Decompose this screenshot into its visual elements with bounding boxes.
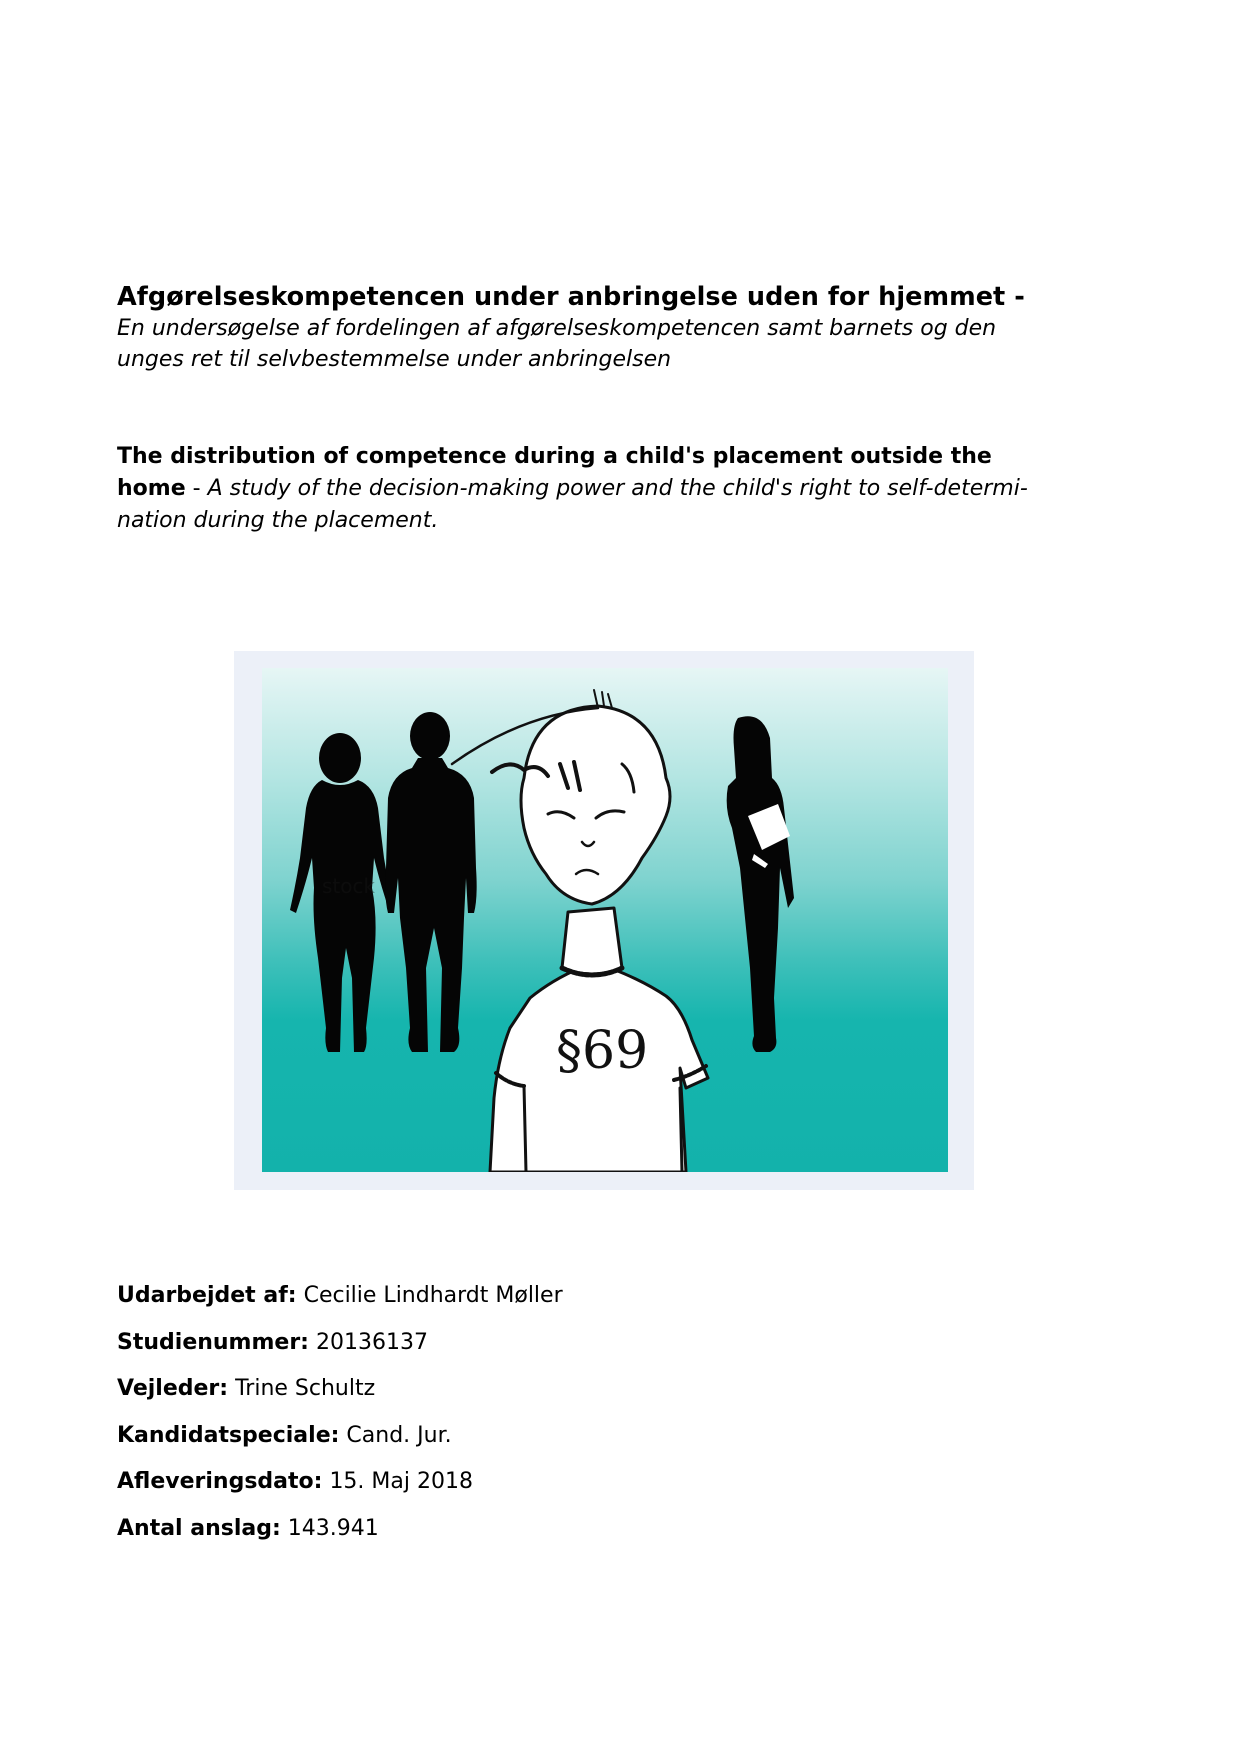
meta-supervisor-value: Trine Schultz [235, 1376, 376, 1401]
english-subtitle-part-2: nation during the placement. [117, 508, 439, 533]
meta-author-value: Cecilie Lindhardt Møller [303, 1283, 563, 1308]
cover-illustration [262, 668, 948, 1172]
meta-character-count [117, 1516, 563, 1542]
danish-subtitle [117, 313, 1127, 375]
meta-student-number-value: 20136137 [315, 1329, 428, 1355]
thesis-metadata [117, 1283, 563, 1562]
danish-title-block [117, 281, 1127, 375]
meta-submission-date-label: Afleveringsdato: [117, 1469, 323, 1494]
danish-subtitle-line-1: En undersøgelse af fordelingen af afgørelseskompetencen samt barnets og den [117, 316, 997, 341]
danish-main-title: Afgørelseskompetencen under anbringelse uden for hjemmet - [117, 282, 1025, 312]
meta-submission-date-value: 15. Maj 2018 [329, 1469, 473, 1494]
meta-thesis-type-label: Kandidatspeciale: [117, 1422, 340, 1448]
image-watermark: stock [322, 874, 376, 898]
english-title-separator: - [185, 476, 208, 501]
english-title-block [117, 441, 1127, 537]
cover-image-frame [234, 651, 974, 1190]
meta-supervisor [117, 1376, 563, 1402]
danish-subtitle-line-2: unges ret til selvbestemmelse under anbringelsen [117, 347, 672, 372]
english-title-line-2 [117, 473, 1127, 505]
shirt-text: §69 [556, 1021, 649, 1081]
english-subtitle-part-1: A study of the decision-making power and the child's right to self-determi- [207, 476, 1028, 501]
boy-with-silhouettes-illustration [262, 668, 948, 1172]
meta-character-count-value: 143.941 [287, 1515, 379, 1541]
meta-character-count-label: Antal anslag: [117, 1515, 281, 1541]
meta-thesis-type-value: Cand. Jur. [346, 1422, 452, 1448]
english-title-home: home [117, 476, 186, 501]
meta-student-number [117, 1330, 563, 1356]
english-title-line-1: The distribution of competence during a child's placement outside the [117, 444, 992, 469]
meta-supervisor-label: Vejleder: [117, 1376, 229, 1401]
meta-author [117, 1283, 563, 1309]
meta-student-number-label: Studienummer: [117, 1329, 309, 1355]
meta-thesis-type [117, 1423, 563, 1449]
meta-submission-date [117, 1469, 563, 1495]
meta-author-label: Udarbejdet af: [117, 1283, 297, 1308]
